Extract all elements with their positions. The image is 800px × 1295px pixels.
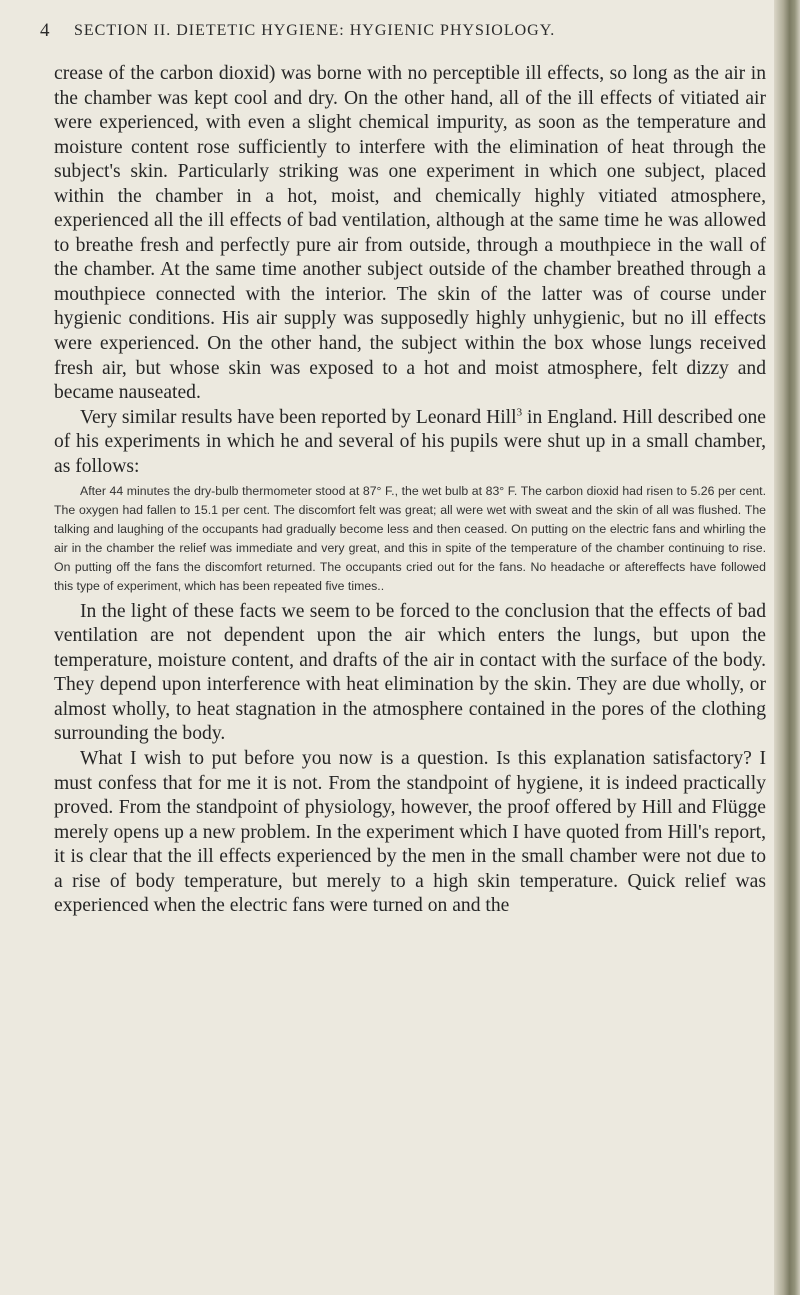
paragraph-2 — [54, 406, 766, 480]
paragraph-4: What I wish to put before you now is a question. Is this explanation satisfactory? I must confess that for me it is not. From the standpoint of hygiene, it is indeed practically proved. From the standpoint of physiology, however, the proof offered by Hill and Flügge merely opens up a new problem. In the experiment which I have quoted from Hill's report, it is clear that the ill effects experienced by the men in the small chamber were not due to a rise of body temperature, but merely to a high skin temperature. Quick relief was experienced when the electric fans were turned on and the — [54, 748, 766, 917]
paragraph-2-text: Very similar results have been reported by Leonard Hill — [80, 406, 517, 428]
page-edge-shadow — [774, 0, 800, 1295]
body-text — [54, 62, 766, 919]
page-header — [40, 20, 740, 50]
page-number: 4 — [40, 20, 50, 41]
paragraph-1: crease of the carbon dioxid) was borne with no perceptible ill effects, so long as the air in the chamber was kept cool and dry. On the other hand, all of the ill effects of vitiated air were experienced, with even a slight chemical impurity, as soon as the temperature and moisture content rose sufficiently to interfere with the elimination of heat through the subject's skin. Particularly striking was one experiment in which one subject, placed within the chamber in a hot, moist, and chemically highly vitiated atmosphere, experienced all the ill effects of bad ventilation, although at the same time he was allowed to breathe fresh and perfectly pure air from outside, through a mouthpiece in the wall of the chamber. At the same time another subject outside of the chamber breathed through a mouthpiece connected with the interior. The skin of the latter was of course under hygienic conditions. His air supply was supposedly highly unhygienic, but no ill effects were experienced. On the other hand, the subject within the box whose lungs received fresh air, but whose skin was exposed to a hot and moist atmosphere, felt dizzy and became nauseated. — [54, 63, 766, 404]
footnote-ref-3: 3 — [516, 406, 523, 419]
running-head: SECTION II. DIETETIC HYGIENE: HYGIENIC PHYSIOLOGY. — [74, 22, 556, 39]
paragraph-2-text-cont: in England. Hill described one of his experiments in which he and several of his pupils were shut up in a small chamber, as follows: — [54, 406, 766, 477]
paragraph-3: In the light of these facts we seem to be forced to the conclusion that the effects of bad ventilation are not dependent upon the air which enters the lungs, but upon the temperature, moisture content, and drafts of the air in contact with the surface of the body. They depend upon interference with heat elimination by the skin. They are due wholly, or almost wholly, to heat stagnation in the atmosphere contained in the pores of the clothing surrounding the body. — [54, 600, 766, 745]
block-quotation: After 44 minutes the dry-bulb thermometer stood at 87° F., the wet bulb at 83° F. The carbon dioxid had risen to 5.26 per cent. The oxygen had fallen to 15.1 per cent. The discomfort felt was great; all were wet with sweat and the skin of all was flushed. The talking and laughing of the occupants had gradually become less and then ceased. On putting on the electric fans and whirling the air in the chamber the relief was immediate and very great, and this in spite of the temperature of the chamber continuing to rise. On putting off the fans the discomfort returned. The occupants cried out for the fans. No headache or aftereffects have followed this type of experiment, which has been repeated five times.. — [54, 484, 766, 593]
